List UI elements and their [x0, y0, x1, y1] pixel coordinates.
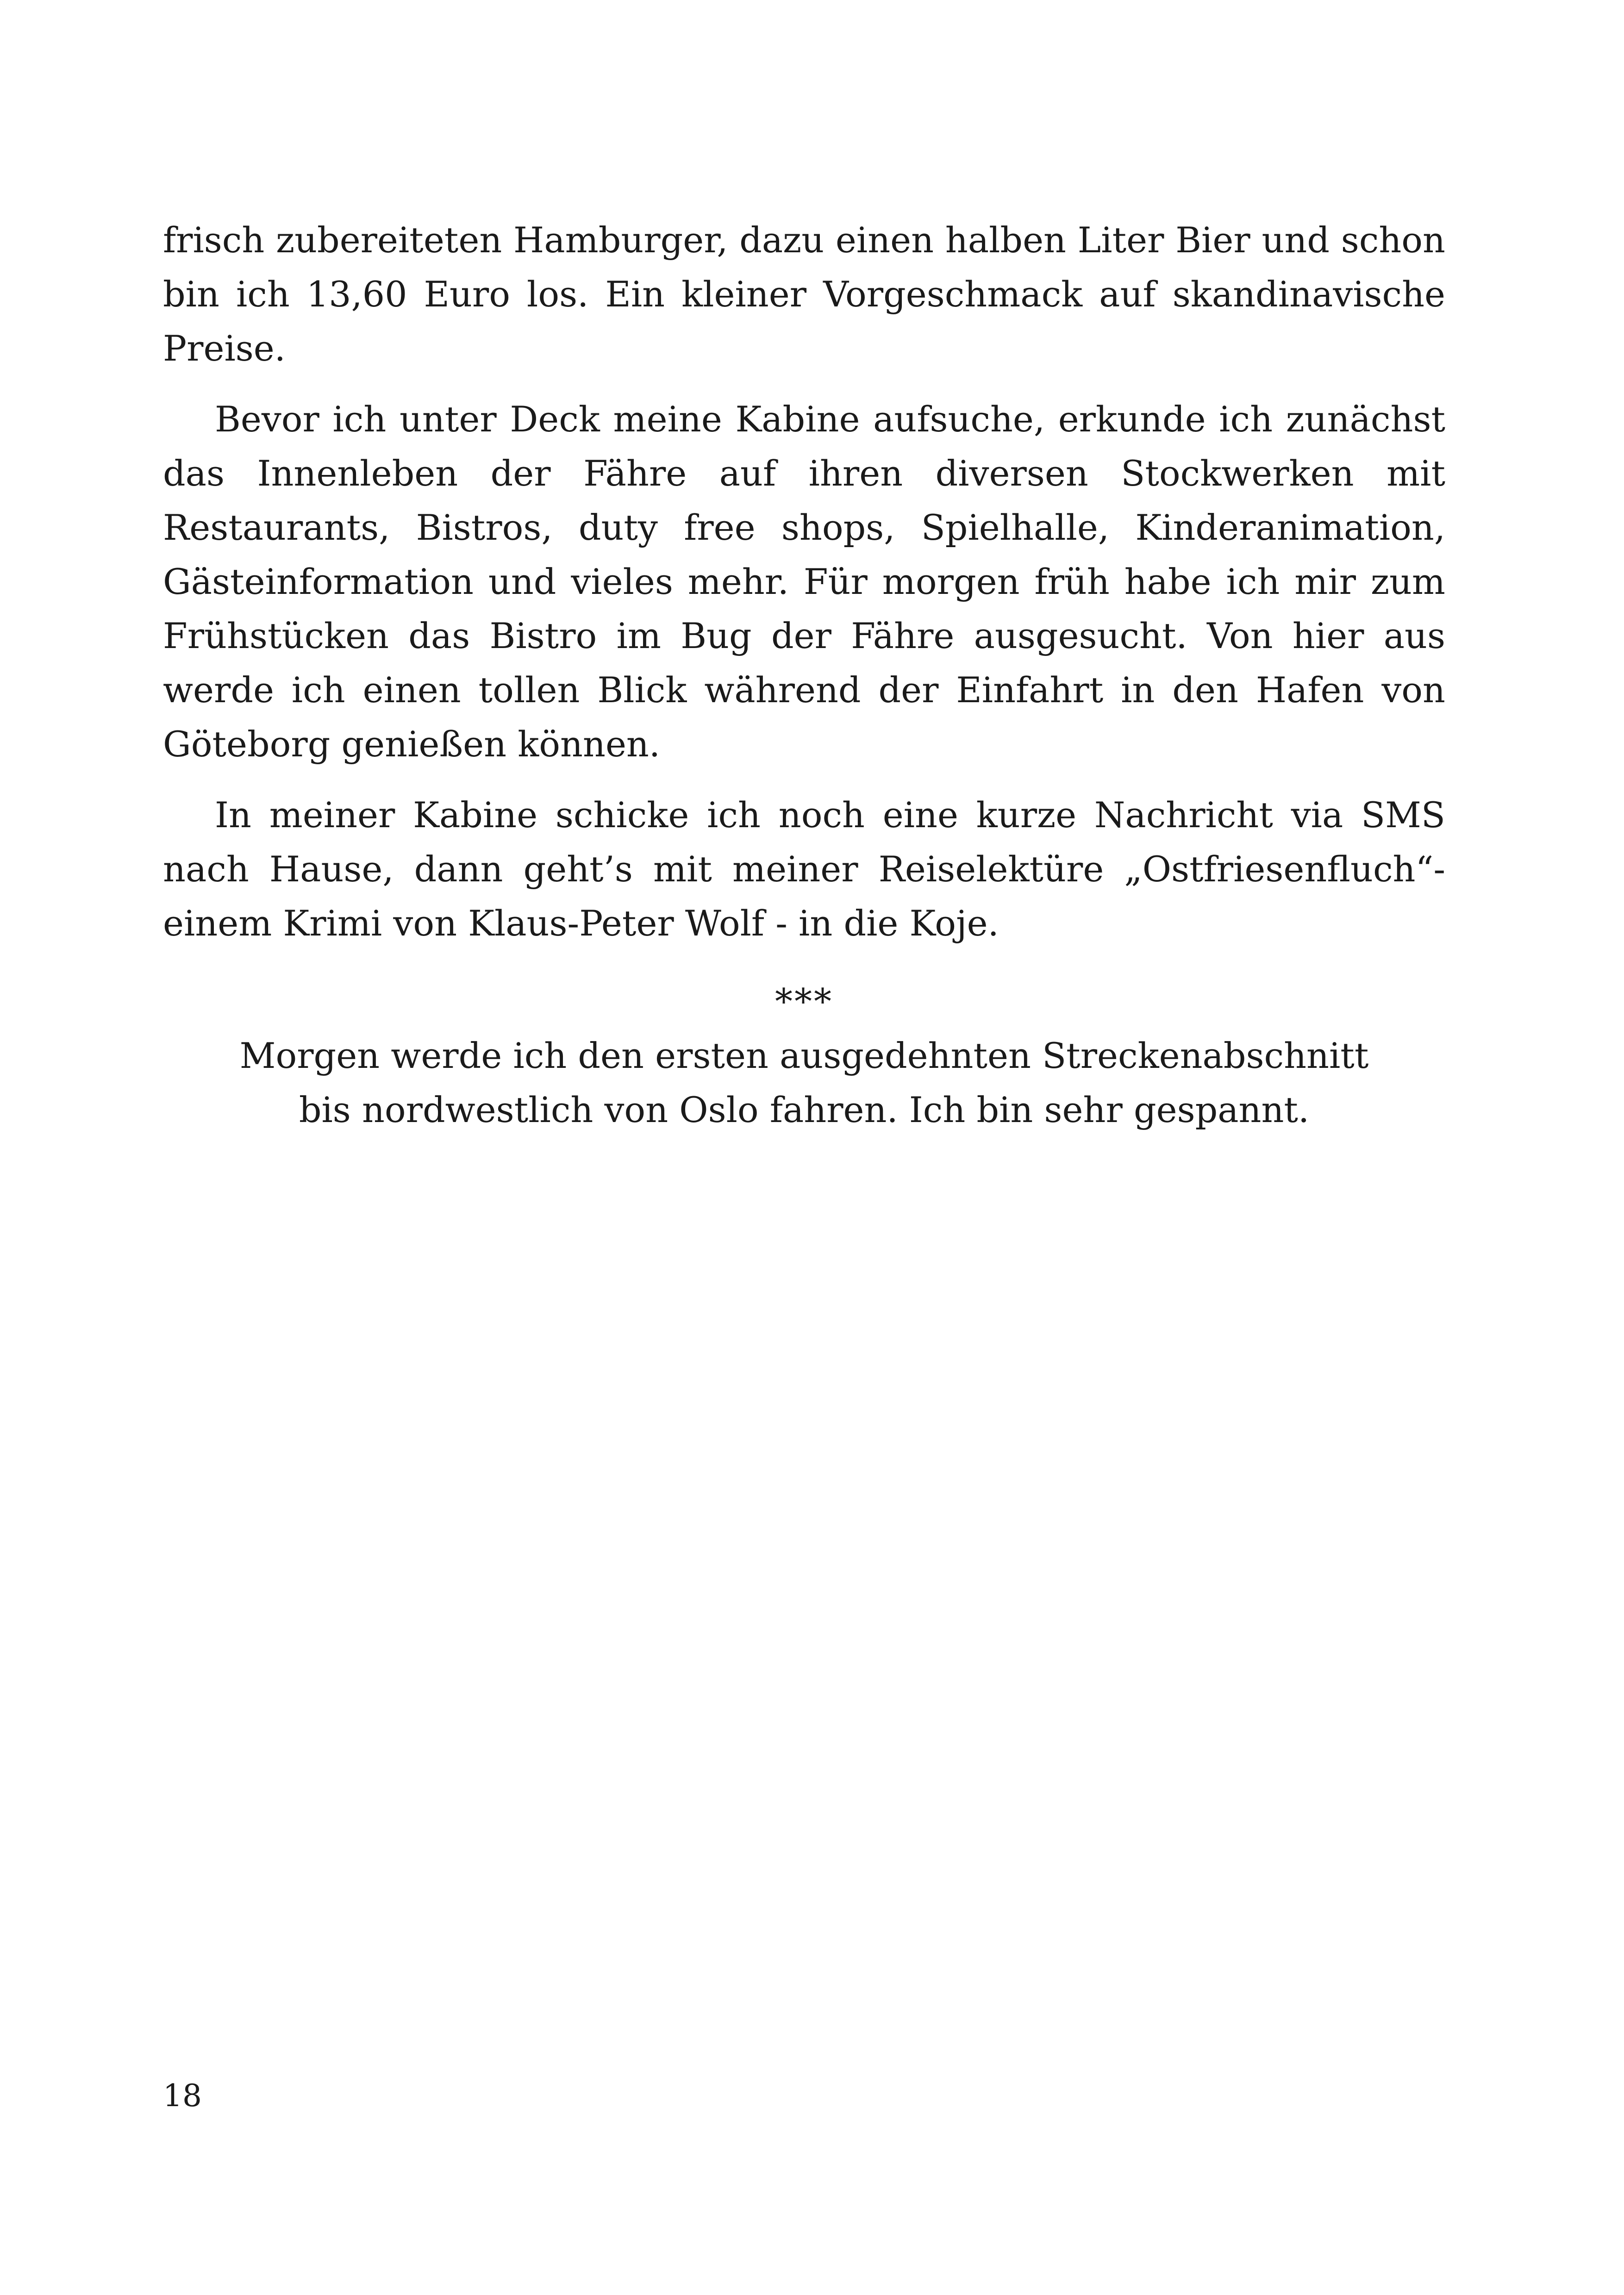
paragraph-cabin: In meiner Kabine schicke ich noch eine kurze Nachricht via SMS nach Hause, dann geht’s mit meiner Reiselektüre „Ostfriesenfluch“- einem Krimi von Klaus-Peter Wolf - in die Koje. — [163, 794, 1445, 944]
paragraph-ferry-exploration: Bevor ich unter Deck meine Kabine aufsuche, erkunde ich zunächst das Innenleben der Fähre auf ihren diversen Stockwerken mit Restaurants, Bistros, duty free shops, Spielhalle, Kinderanimation, Gästeinformation und vieles mehr. Für morgen früh habe ich mir zum Frühstücken das Bistro im Bug der Fähre ausgesucht. Von hier aus werde ich einen tollen Blick während der Einfahrt in den Hafen von Göteborg genießen können. — [163, 399, 1445, 765]
closing-line-2: bis nordwestlich von Oslo fahren. Ich bin sehr gespannt. — [299, 1089, 1310, 1130]
page-number: 18 — [163, 2078, 202, 2114]
paragraph-continuation: frisch zubereiteten Hamburger, dazu einen halben Liter Bier und schon bin ich 13,60 Euro los. Ein kleiner Vorgeschmack auf skandinavische Preise. — [163, 219, 1445, 369]
closing-line-1: Morgen werde ich den ersten ausgedehnten Streckenabschnitt — [239, 1035, 1369, 1076]
section-separator: *** — [775, 981, 833, 1022]
body-text — [163, 213, 1445, 1137]
